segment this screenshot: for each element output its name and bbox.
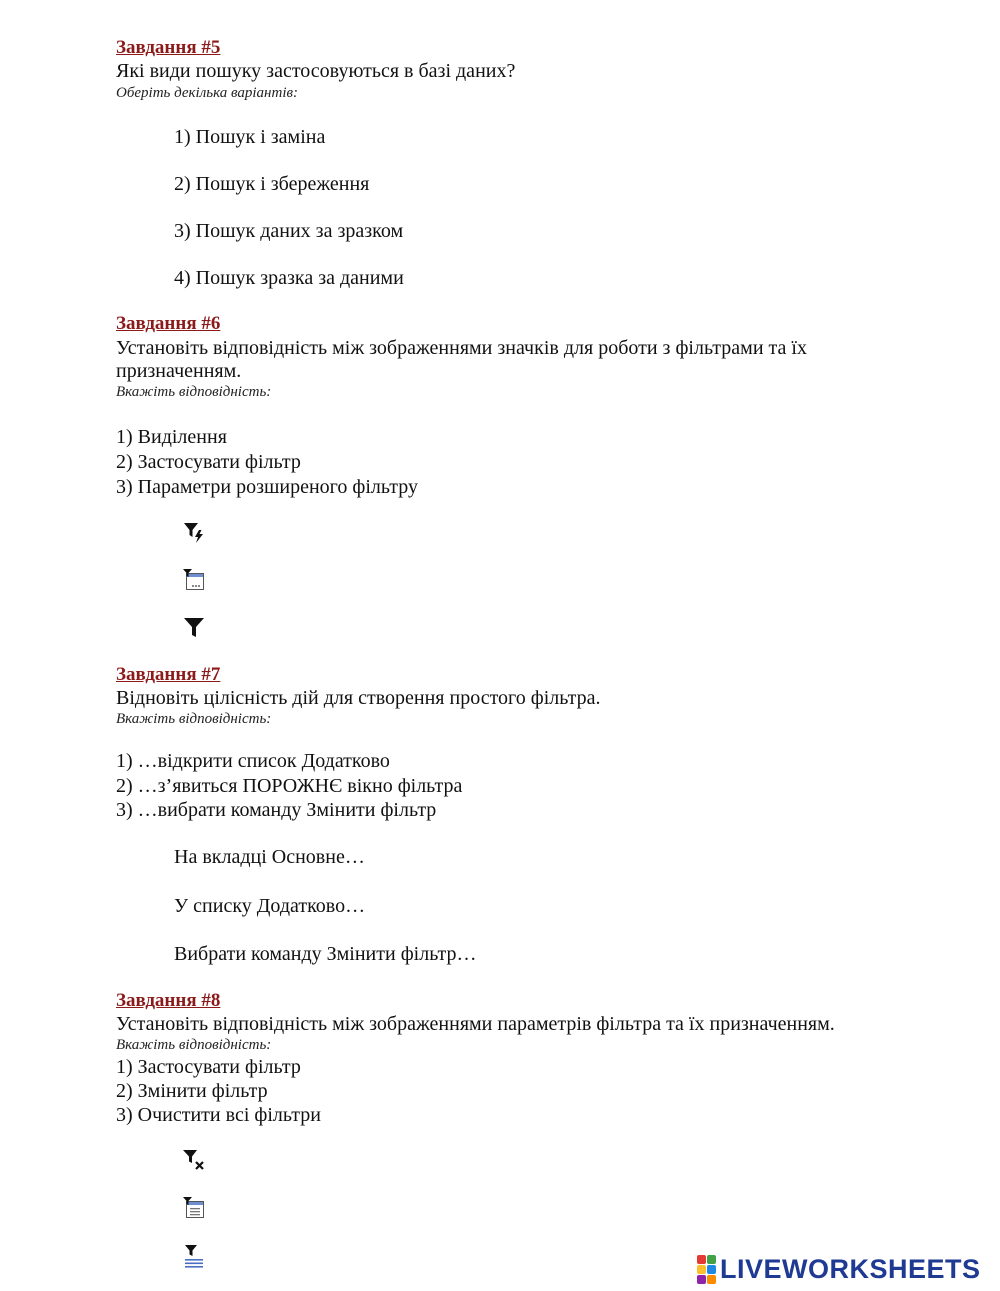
clear-filter-icon[interactable] — [182, 1148, 206, 1172]
filter-selection-icon[interactable] — [182, 520, 206, 544]
task7-title: Завдання #7 — [116, 664, 221, 685]
task7-step-3[interactable]: Вибрати команду Змінити фільтр… — [174, 943, 477, 965]
task7-question: Відновіть цілісність дій для створення простого фільтра. — [116, 687, 601, 709]
advanced-filter-options-icon[interactable] — [182, 568, 206, 592]
task8-item-1: 1) Застосувати фільтр — [116, 1056, 301, 1078]
task8-question: Установіть відповідність між зображеннями параметрів фільтра та їх призначенням. — [116, 1013, 835, 1035]
task8-item-3: 3) Очистити всі фільтри — [116, 1104, 321, 1126]
task7-item-1: 1) …відкрити список Додатково — [116, 750, 390, 772]
task7-item-2: 2) …з’явиться ПОРОЖНЄ вікно фільтра — [116, 775, 463, 797]
task7-item-3: 3) …вибрати команду Змінити фільтр — [116, 799, 437, 821]
task6-item-2: 2) Застосувати фільтр — [116, 451, 301, 473]
task8-title: Завдання #8 — [116, 990, 221, 1011]
task6-title: Завдання #6 — [116, 313, 221, 334]
task6-hint: Вкажіть відповідність: — [116, 384, 272, 400]
task7-hint: Вкажіть відповідність: — [116, 711, 272, 727]
task6-question: Установіть відповідність між зображеннями значків для роботи з фільтрами та їх призначенням. — [116, 337, 807, 382]
liveworksheets-logo-mark-icon — [697, 1255, 716, 1284]
task5-option-2[interactable]: 2) Пошук і збереження — [174, 173, 370, 195]
task5-option-4[interactable]: 4) Пошук зразка за даними — [174, 267, 404, 289]
task7-step-2[interactable]: У списку Додатково… — [174, 895, 366, 917]
task5-title: Завдання #5 — [116, 37, 221, 58]
liveworksheets-logo-text: LIVEWORKSHEETS — [720, 1253, 981, 1284]
task7-step-1[interactable]: На вкладці Основне… — [174, 846, 365, 868]
task5-question: Які види пошуку застосовуються в базі даних? — [116, 60, 516, 82]
filter-form-icon[interactable] — [182, 1196, 206, 1220]
liveworksheets-logo[interactable] — [697, 1254, 981, 1284]
filter-by-form-icon[interactable] — [182, 1244, 206, 1268]
filter-icon[interactable] — [182, 616, 206, 640]
task5-hint: Оберіть декілька варіантів: — [116, 85, 299, 101]
task8-hint: Вкажіть відповідність: — [116, 1037, 272, 1053]
task6-item-1: 1) Виділення — [116, 426, 227, 448]
task5-option-1[interactable]: 1) Пошук і заміна — [174, 126, 326, 148]
task6-item-3: 3) Параметри розширеного фільтру — [116, 476, 418, 498]
task5-option-3[interactable]: 3) Пошук даних за зразком — [174, 220, 404, 242]
task8-item-2: 2) Змінити фільтр — [116, 1080, 268, 1102]
